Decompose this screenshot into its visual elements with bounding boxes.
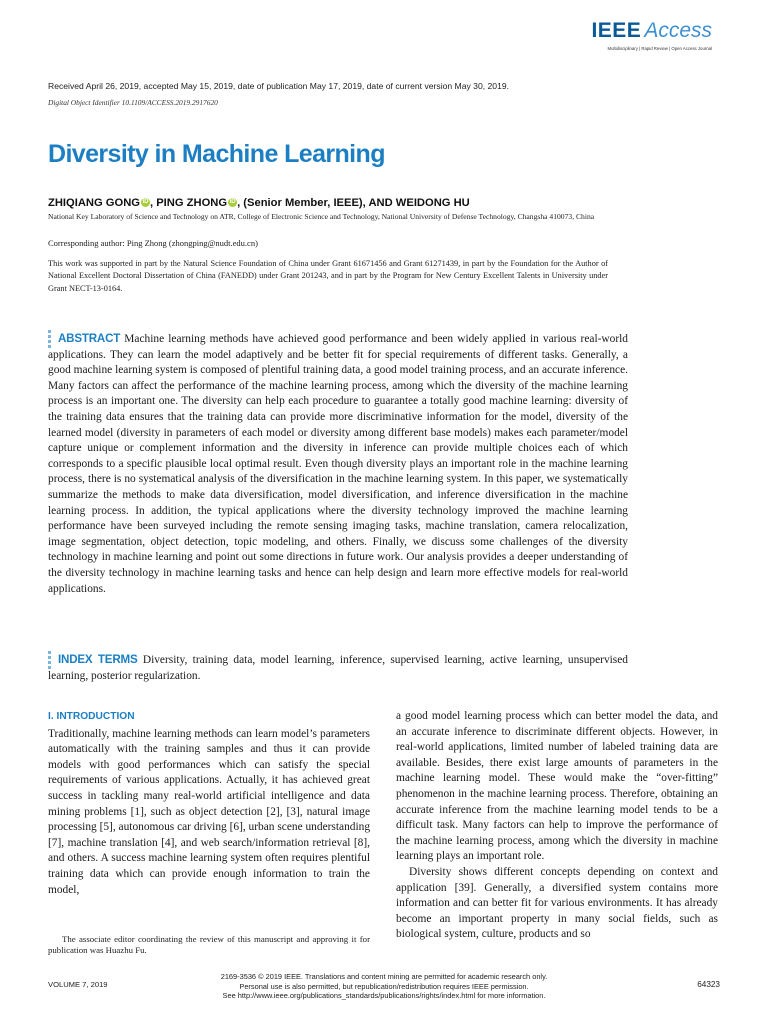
author-list [48, 197, 470, 209]
author-2-suffix: , (Senior Member, IEEE), AND WEIDONG HU [237, 197, 470, 209]
intro-paragraph-1: Traditionally, machine learning methods can learn model’s parameters automatically with the training samples and thus it can provide models with good performances which can satisfy the special requirements of various applications. Actually, it has achieved great success in tackling many real-world artificial intelligence and data mining problems [1], such as object detection [2], [3], natural image processing [5], autonomous car driving [6], urban scene understanding [7], machine translation [4], and web search/information retrieval [8], and others. A success machine learning system often requires plentiful training data which can provide enough information to train the model, [48, 727, 371, 896]
logo-ieee-text: IEEE [591, 19, 642, 42]
page-number: 64323 [697, 980, 720, 989]
journal-logo [591, 20, 712, 42]
corresponding-author: Corresponding author: Ping Zhong (zhongping@nudt.edu.cn) [48, 238, 258, 248]
footer-line-1: 2169-3536 © 2019 IEEE. Translations and content mining are permitted for academic research only. [220, 972, 548, 981]
doi[interactable]: Digital Object Identifier 10.1109/ACCESS.2019.2917620 [48, 98, 218, 107]
orcid-icon[interactable]: iD [229, 199, 236, 205]
abstract-label: ABSTRACT [58, 332, 121, 345]
index-terms-text: Diversity, training data, model learning, inference, supervised learning, active learning, unsupervised learning, posterior regularization. [48, 654, 628, 682]
author-2: , PING ZHONG [150, 197, 228, 209]
intro-paragraph-2: Diversity shows different concepts depending on context and application [39]. Generally, a diversified system contains more information and can better fit for various environments. It has already become an important property in many social fields, such as biological system, culture, products and so [396, 865, 718, 941]
author-1: ZHIQIANG GONG [48, 197, 140, 209]
footer-line-3[interactable]: See http://www.ieee.org/publications_standards/publications/rights/index.html for more information. [222, 991, 546, 1001]
index-terms [48, 652, 628, 684]
body-column-right [396, 709, 718, 943]
logo-tagline: Multidisciplinary | Rapid Review | Open Access Journal [607, 46, 712, 51]
orcid-icon[interactable]: iD [142, 199, 149, 205]
received-dates: Received April 26, 2019, accepted May 15, 2019, date of publication May 17, 2019, date of current version May 30, 2019. [48, 81, 510, 91]
abstract-text: Machine learning methods have achieved good performance and been widely applied in various real-world applications. They can learn the model adaptively and be better fit for special requirements of different tasks. Generally, a good machine learning system is composed of plentiful training data, a good model training process, and an accurate inference. Many factors can affect the performance of the machine learning process, among which the diversity of the machine learning process is an important one. The diversity can help each procedure to guarantee a totally good machine learning: diversity of the training data ensures that the training data can provide more discriminative information for the model, diversity of the learned model (diversity in parameters of each model or diversity among different base models) makes each parameter/model capture unique or complement information and the diversity in inference can provide multiple choices each of which corresponds to a specific plausible local optimal result. Even though diversity plays an important role in the machine learning process, there is no systematical analysis of the diversification in the machine learning system. In this paper, we systematically summarize the methods to make data diversification, model diversification, and inference diversification in the machine learning process. In addition, the typical applications where the diversity technology improved the machine learning performance have been surveyed including the remote sensing imaging tasks, machine translation, camera relocalization, image segmentation, object detection, topic modeling, and others. Finally, we discuss some challenges of the diversity technology in machine learning and point out some directions in future work. Our analysis provides a deeper understanding of the diversity technology in machine learning tasks and hence can help design and learn more effective models for real-world applications. [48, 333, 628, 595]
affiliation: National Key Laboratory of Science and Technology on ATR, College of Electronic Science and Technology, National University of Defense Technology, Changsha 410073, China [48, 212, 595, 221]
body-column-left [48, 709, 370, 898]
index-terms-label: INDEX TERMS [58, 653, 138, 666]
footer-copyright [150, 972, 618, 1001]
intro-paragraph-1-continued: a good model learning process which can better model the data, and an accurate inference to discriminate different objects. However, in real-world applications, limited number of labeled training data are available. Besides, there exist large amounts of parameters in the machine learning model. These would make the “over-fitting” phenomenon in the machine learning process. Therefore, obtaining an accurate inference from the machine learning model tends to be a difficult task. Many factors can help to improve the performance of the machine learning process, among which the diversity in machine learning plays an important role. [396, 710, 718, 863]
footer-volume: VOLUME 7, 2019 [48, 980, 108, 989]
abstract [48, 331, 628, 597]
funding-statement: This work was supported in part by the Natural Science Foundation of China under Grant 61671456 and Grant 61271439, in part by the Foundation for the Author of National Excellent Doctoral Dissertation of China (FANEDD) under Grant 201243, and in part by the Program for New Century Excellent Talents in University under Grant NECT-13-0164. [48, 259, 608, 293]
editor-footnote: The associate editor coordinating the review of this manuscript and approving it for publication was Huazhu Fu. [48, 934, 370, 956]
paper-title: Diversity in Machine Learning [48, 140, 385, 168]
footer-line-2: Personal use is also permitted, but republication/redistribution requires IEEE permission. [239, 981, 529, 991]
logo-access-text: Access [644, 19, 712, 42]
section-heading-introduction: I. INTRODUCTION [48, 711, 135, 722]
